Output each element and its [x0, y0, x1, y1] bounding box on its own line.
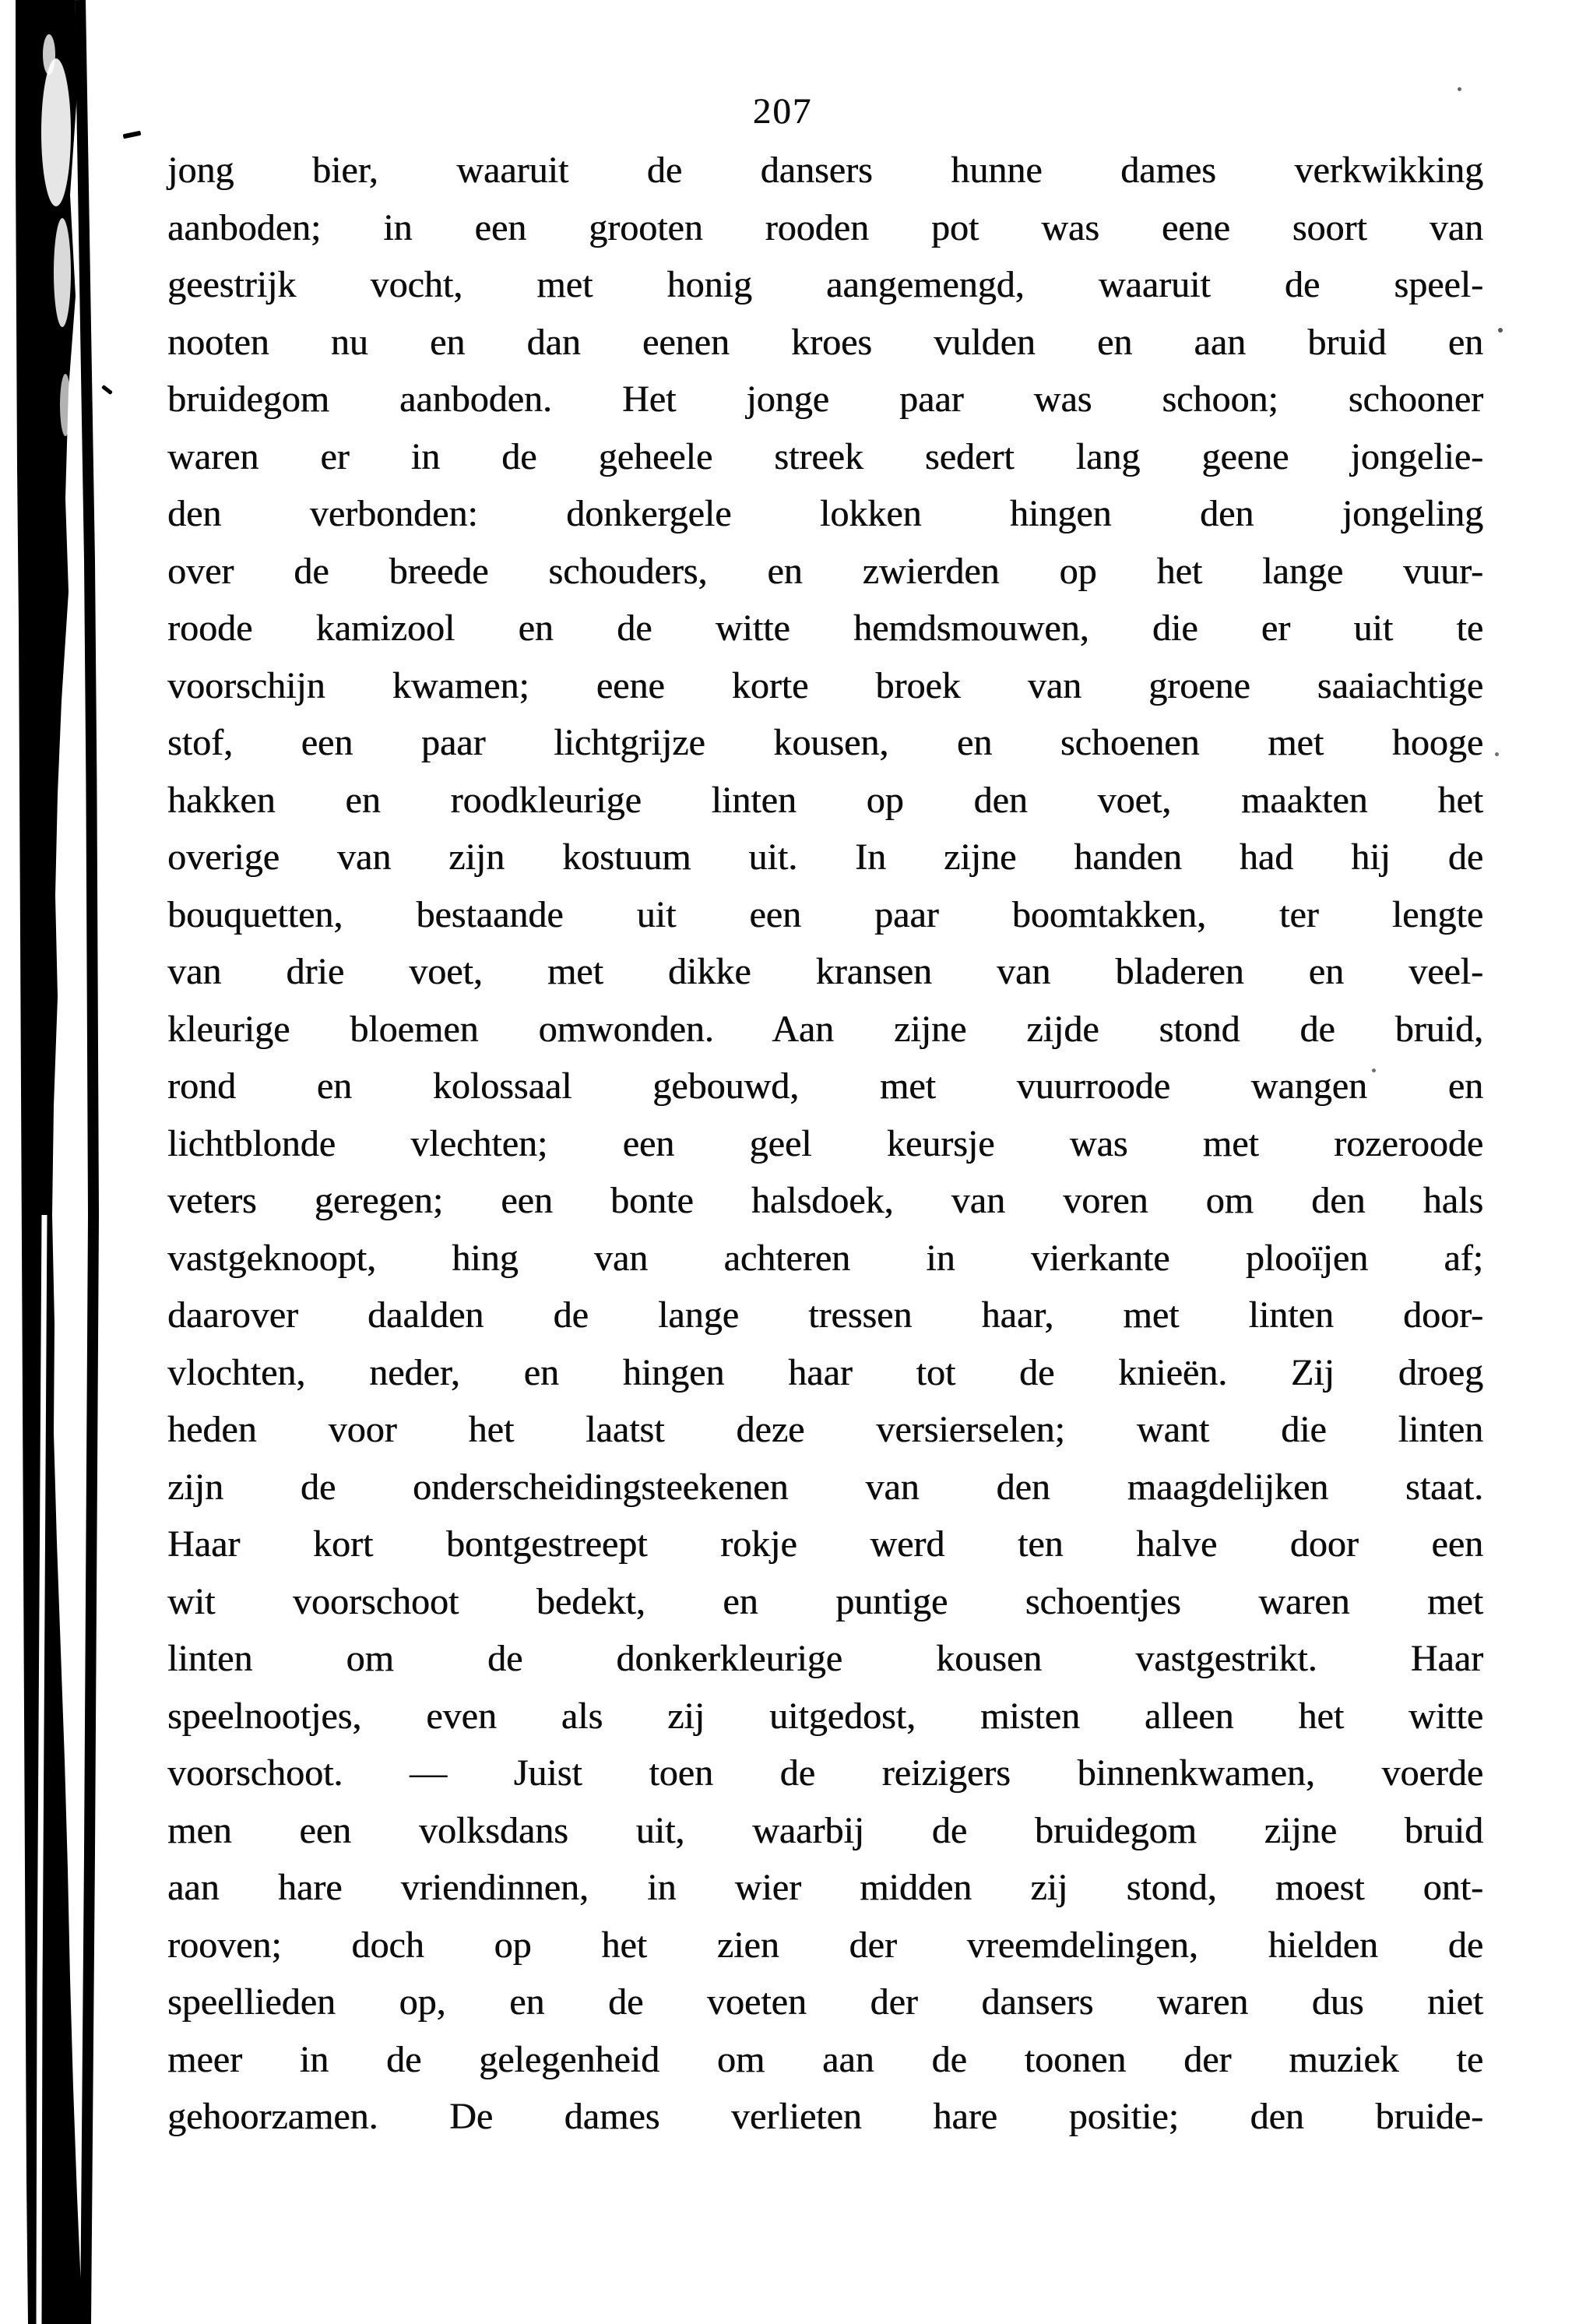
text-line: hakken en roodkleurige linten op den voet, maakten het: [167, 779, 1483, 821]
ink-speck: [1495, 752, 1499, 756]
ink-speck: [1458, 87, 1461, 91]
text-line: bouquetten, bestaande uit een paar boomtakken, ter lengte: [167, 893, 1483, 935]
text-line: aan hare vriendinnen, in wier midden zij stond, moest ont-: [167, 1867, 1483, 1908]
text-line: zijn de onderscheidingsteekenen van den maagdelijken staat.: [167, 1466, 1483, 1508]
text-line: kleurige bloemen omwonden. Aan zijne zijde stond de bruid,: [167, 1008, 1483, 1050]
text-line: daarover daalden de lange tressen haar, met linten door-: [167, 1294, 1483, 1336]
ink-speck: [1498, 328, 1503, 333]
text-line: voorschoot. — Juist toen de reizigers binnenkwamen, voerde: [167, 1752, 1483, 1794]
text-line: linten om de donkerkleurige kousen vastgestrikt. Haar: [167, 1638, 1483, 1679]
binding-crease-line: [80, 0, 93, 2324]
text-line: geestrijk vocht, met honig aangemengd, waaruit de speel-: [167, 264, 1483, 305]
text-line: veters geregen; een bonte halsdoek, van voren om den hals: [167, 1180, 1483, 1221]
binding-white-streak: [39, 1215, 44, 2324]
text-line: rooven; doch op het zien der vreemdelingen, hielden de: [167, 1924, 1483, 1966]
text-line: bruidegom aanboden. Het jonge paar was schoon; schooner: [167, 379, 1483, 420]
text-line: stof, een paar lichtgrijze kousen, en schoenen met hooge: [167, 722, 1483, 763]
text-line: meer in de gelegenheid om aan de toonen der muziek te: [167, 2038, 1483, 2080]
text-line: men een volksdans uit, waarbij de bruidegom zijne bruid: [167, 1809, 1483, 1851]
text-line: lichtblonde vlechten; een geel keursje was met rozeroode: [167, 1122, 1483, 1164]
binding-band: [16, 0, 83, 2324]
scan-artifact-tick: [101, 385, 113, 395]
text-line: waren er in de geheele streek sedert lang geene jongelie-: [167, 435, 1483, 477]
text-line: aanboden; in een grooten rooden pot was eene soort van: [167, 206, 1483, 248]
text-line: nooten nu en dan eenen kroes vulden en aan bruid en: [167, 321, 1483, 363]
text-line: jong bier, waaruit de dansers hunne dames verkwikking: [167, 150, 1483, 191]
text-line: rond en kolossaal gebouwd, met vuurroode wangen en: [167, 1065, 1483, 1107]
text-line: vlochten, neder, en hingen haar tot de knieën. Zij droeg: [167, 1351, 1483, 1393]
page-number: 207: [752, 91, 813, 132]
scan-artifact-tick: [123, 131, 142, 139]
text-line: van drie voet, met dikke kransen van bladeren en veel-: [167, 951, 1483, 992]
text-line: wit voorschoot bedekt, en puntige schoentjes waren met: [167, 1580, 1483, 1622]
binding-highlight: [60, 374, 71, 436]
text-line: den verbonden: donkergele lokken hingen den jongeling: [167, 493, 1483, 534]
text-line: overige van zijn kostuum uit. In zijne handen had hij de: [167, 836, 1483, 878]
text-line: Haar kort bontgestreept rokje werd ten halve door een: [167, 1523, 1483, 1565]
binding-highlight: [41, 58, 71, 206]
text-line: roode kamizool en de witte hemdsmouwen, die er uit te: [167, 607, 1483, 649]
text-line: speelnootjes, even als zij uitgedost, misten alleen het witte: [167, 1695, 1483, 1737]
text-line: heden voor het laatst deze versierselen; want die linten: [167, 1409, 1483, 1450]
text-line: vastgeknoopt, hing van achteren in vierkante plooïjen af;: [167, 1237, 1483, 1279]
text-line: over de breede schouders, en zwierden op het lange vuur-: [167, 550, 1483, 592]
binding-highlight: [54, 218, 71, 327]
binding-highlight: [43, 34, 55, 75]
text-line: gehoorzamen. De dames verlieten hare positie; den bruide-: [167, 2096, 1483, 2137]
text-line: speellieden op, en de voeten der dansers waren dus niet: [167, 1981, 1483, 2023]
text-line: voorschijn kwamen; eene korte broek van groene saaiachtige: [167, 664, 1483, 706]
body-text: [167, 142, 1483, 2146]
